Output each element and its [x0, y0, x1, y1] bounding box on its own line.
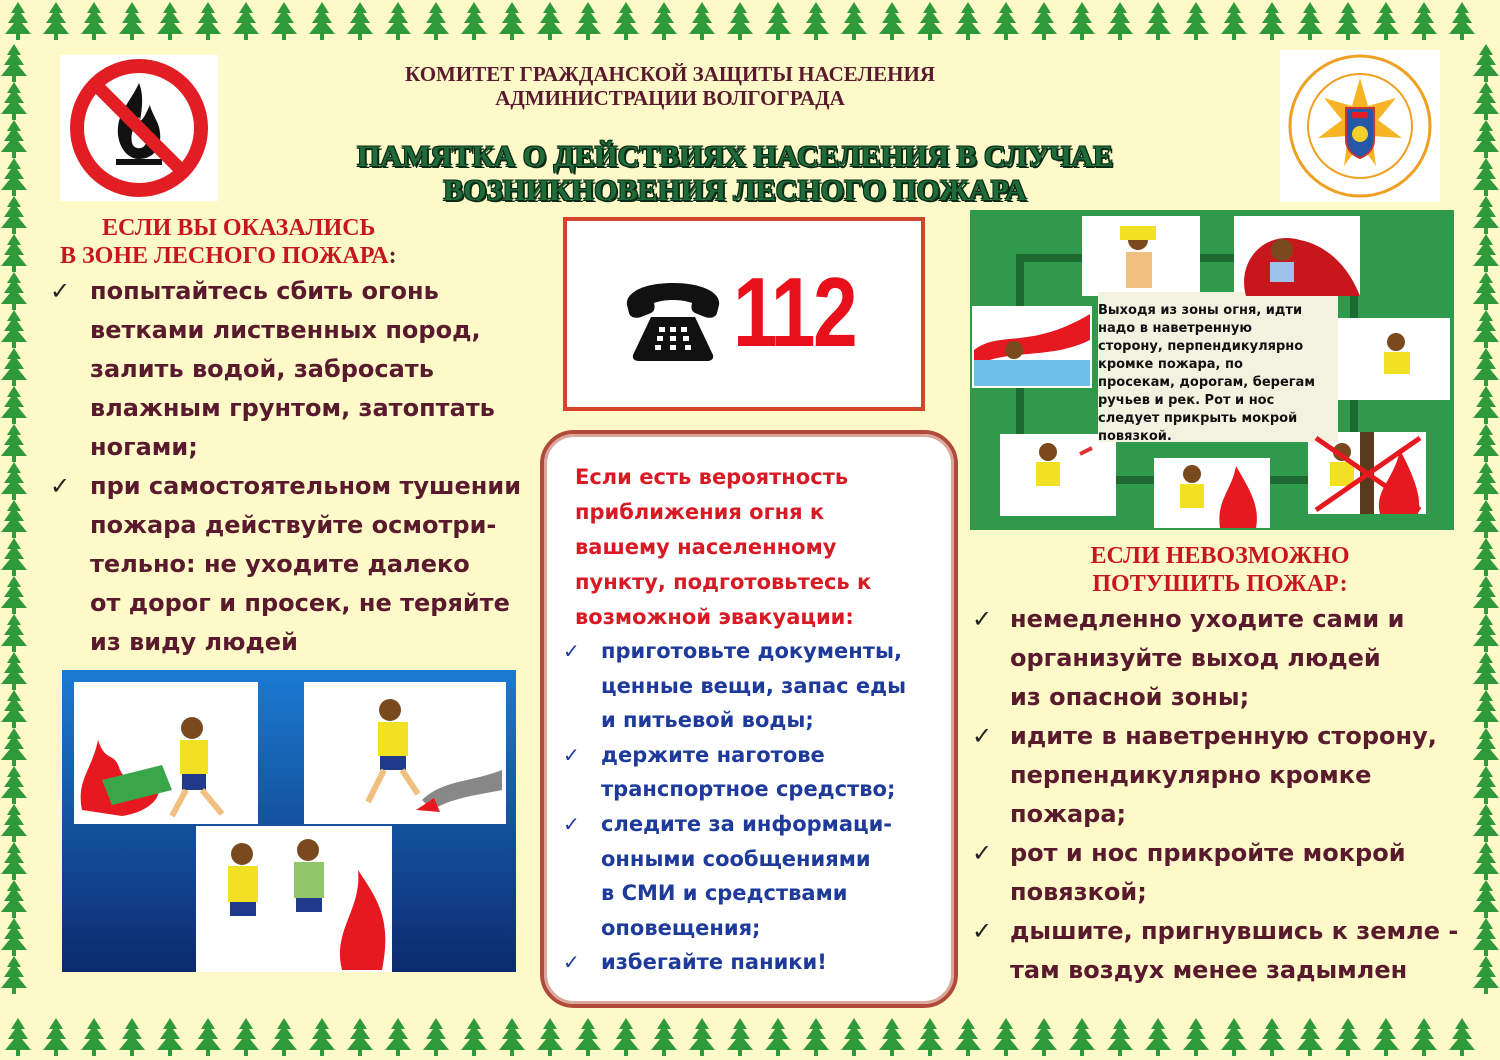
left-title-line-2: В ЗОНЕ ЛЕСНОГО ПОЖАРА [60, 243, 389, 269]
tree-icon [1, 576, 27, 614]
intro-line: возможной эвакуации: [575, 605, 854, 629]
check-icon: ✓ [972, 605, 993, 633]
tree-icon [119, 2, 145, 40]
tree-icon [613, 1018, 639, 1056]
tree-icon [1411, 2, 1437, 40]
tree-icon [803, 1018, 829, 1056]
intro-line: пункту, подготовьтесь к [575, 570, 872, 594]
list-item-line: транспортное средство; [601, 777, 896, 802]
check-icon: ✓ [563, 639, 580, 663]
tree-icon [1473, 424, 1499, 462]
list-item-line: онными сообщениями [601, 846, 871, 871]
list-item-line: залить водой, забросать [90, 355, 434, 383]
tree-icon [1473, 348, 1499, 386]
tree-icon [157, 1018, 183, 1056]
tree-icon [1473, 842, 1499, 880]
tree-icon [1297, 2, 1323, 40]
tree-icon [1, 348, 27, 386]
caption-line: повязкой. [1098, 429, 1172, 444]
list-item-line: влажным грунтом, затоптать [90, 394, 495, 422]
tree-icon [1473, 538, 1499, 576]
tree-icon [1069, 2, 1095, 40]
tree-icon [765, 1018, 791, 1056]
org-line-2: АДМИНИСТРАЦИИ ВОЛГОГРАДА [495, 86, 845, 110]
tree-icon [1373, 1018, 1399, 1056]
tree-icon [1259, 1018, 1285, 1056]
tree-icon [423, 2, 449, 40]
caption-line: следует прикрыть мокрой [1098, 411, 1298, 426]
organization-name [300, 62, 1040, 110]
tree-icon [1221, 1018, 1247, 1056]
list-item-line: рот и нос прикройте мокрой [1010, 839, 1406, 867]
tree-icon [1145, 1018, 1171, 1056]
right-title-line-2: ПОТУШИТЬ ПОЖАР: [1092, 571, 1348, 597]
tree-icon [1473, 918, 1499, 956]
tree-icon [1473, 500, 1499, 538]
tree-icon [1473, 728, 1499, 766]
tree-icon [1, 652, 27, 690]
list-item-line: при самостоятельном тушении [90, 472, 522, 500]
tree-icon [841, 1018, 867, 1056]
list-item [972, 834, 1462, 912]
caption-line: просекам, дорогам, берегам [1098, 375, 1315, 390]
tree-icon [1031, 2, 1057, 40]
tree-icon [1473, 120, 1499, 158]
left-title-line-1: ЕСЛИ ВЫ ОКАЗАЛИСЬ [102, 215, 376, 241]
tree-icon [1473, 234, 1499, 272]
list-item-line: ветками лиственных пород, [90, 316, 481, 344]
list-item-line: из виду людей [90, 628, 298, 656]
tree-icon [309, 2, 335, 40]
tree-icon [1, 538, 27, 576]
right-section-title [1000, 542, 1440, 598]
tree-icon [1, 614, 27, 652]
tree-icon [1473, 196, 1499, 234]
tree-icon [1473, 880, 1499, 918]
list-item [563, 738, 948, 807]
right-action-list [972, 600, 1462, 990]
tree-icon [233, 2, 259, 40]
intro-line: вашему населенному [575, 535, 837, 559]
tree-icon [1411, 1018, 1437, 1056]
tree-icon [575, 2, 601, 40]
tree-icon [461, 1018, 487, 1056]
tree-icon [537, 1018, 563, 1056]
tree-icon [1473, 766, 1499, 804]
tree-icon [841, 2, 867, 40]
list-item-line: ценные вещи, запас еды [601, 673, 907, 698]
list-item-line: повязкой; [1010, 878, 1147, 906]
list-item [50, 467, 540, 662]
tree-icon [1473, 82, 1499, 120]
tree-icon [1, 196, 27, 234]
list-item-line: приготовьте документы, [601, 639, 902, 663]
tree-icon [1335, 1018, 1361, 1056]
tree-icon [1259, 2, 1285, 40]
tree-icon [993, 1018, 1019, 1056]
tree-icon [1107, 1018, 1133, 1056]
tree-icon [1473, 386, 1499, 424]
tree-icon [879, 1018, 905, 1056]
list-item-line: держите наготове [601, 742, 825, 767]
exit-instructions-caption [1098, 302, 1328, 446]
list-item-line: в СМИ и средствами [601, 881, 848, 906]
emergency-number: 112 [733, 257, 856, 367]
tree-icon [727, 2, 753, 40]
tree-icon [499, 2, 525, 40]
tree-icon [955, 1018, 981, 1056]
list-item [563, 634, 948, 738]
tree-icon [1, 82, 27, 120]
list-item-line: из опасной зоны; [1010, 683, 1250, 711]
list-item-line: ногами; [90, 433, 198, 461]
tree-icon [993, 2, 1019, 40]
tree-icon [1, 462, 27, 500]
tree-icon [727, 1018, 753, 1056]
tree-icon [499, 1018, 525, 1056]
tree-icon [1, 234, 27, 272]
list-item-line: идите в наветренную сторону, [1010, 722, 1437, 750]
list-item [563, 807, 948, 945]
tree-icon [537, 2, 563, 40]
tree-icon [575, 1018, 601, 1056]
tree-icon [385, 1018, 411, 1056]
check-icon: ✓ [563, 742, 580, 767]
list-item-line: организуйте выход людей [1010, 644, 1381, 672]
tree-icon [1, 842, 27, 880]
tree-icon [917, 2, 943, 40]
tree-icon [1473, 652, 1499, 690]
right-title-line-1: ЕСЛИ НЕВОЗМОЖНО [1090, 543, 1350, 569]
exit-fire-zone-illustration [970, 210, 1454, 530]
tree-icon [1473, 956, 1499, 994]
tree-icon [689, 2, 715, 40]
check-icon: ✓ [50, 472, 71, 500]
list-item [972, 717, 1462, 834]
tree-icon [43, 2, 69, 40]
evacuation-list [563, 634, 948, 980]
tree-icon [195, 2, 221, 40]
title-line-2: ВОЗНИКНОВЕНИЯ ЛЕСНОГО ПОЖАРА [443, 174, 1027, 207]
tree-icon [1, 956, 27, 994]
tree-icon [1183, 2, 1209, 40]
intro-line: приближения огня к [575, 500, 825, 524]
left-section-title [60, 214, 520, 270]
telephone-icon [621, 279, 725, 363]
tree-icon [879, 2, 905, 40]
tree-icon [1, 690, 27, 728]
list-item-line: избегайте паники! [601, 950, 827, 975]
check-icon: ✓ [563, 811, 580, 836]
list-item-line: там воздух менее задымлен [1010, 956, 1408, 984]
intro-line: Если есть вероятность [575, 465, 849, 489]
caption-line: ручьев и рек. Рот и нос [1098, 393, 1275, 408]
tree-icon [309, 1018, 335, 1056]
tree-icon [1473, 690, 1499, 728]
list-item-line: немедленно уходите сами и [1010, 605, 1405, 633]
tree-icon [1473, 462, 1499, 500]
tree-icon [1449, 1018, 1475, 1056]
list-item-line: пожара; [1010, 800, 1127, 828]
tree-icon [917, 1018, 943, 1056]
caption-line: надо в наветренную [1098, 321, 1252, 336]
tree-icon [385, 2, 411, 40]
tree-icon [1473, 576, 1499, 614]
tree-icon [43, 1018, 69, 1056]
left-title-colon: : [388, 243, 397, 269]
list-item-line: дышите, пригнувшись к земле - [1010, 917, 1459, 945]
tree-icon [1297, 1018, 1323, 1056]
tree-icon [1335, 2, 1361, 40]
tree-icon [1, 728, 27, 766]
tree-icon [1, 120, 27, 158]
tree-icon [1221, 2, 1247, 40]
tree-icon [1473, 44, 1499, 82]
tree-icon [1, 424, 27, 462]
tree-icon [1, 766, 27, 804]
emergency-phone-box [563, 217, 925, 411]
list-item-line: оповещения; [601, 915, 761, 940]
list-item-line: перпендикулярно кромке [1010, 761, 1372, 789]
tree-icon [1145, 2, 1171, 40]
tree-icon [1473, 272, 1499, 310]
tree-icon [689, 1018, 715, 1056]
page-title [230, 140, 1240, 208]
check-icon: ✓ [563, 950, 580, 975]
tree-icon [195, 1018, 221, 1056]
tree-icon [765, 2, 791, 40]
tree-icon [1449, 2, 1475, 40]
list-item-line: следите за информаци- [601, 811, 893, 836]
tree-icon [1031, 1018, 1057, 1056]
tree-icon [1, 500, 27, 538]
list-item-line: от дорог и просек, не теряйте [90, 589, 510, 617]
tree-icon [1, 918, 27, 956]
tree-icon [157, 2, 183, 40]
tree-icon [347, 1018, 373, 1056]
tree-icon [271, 1018, 297, 1056]
firefighting-illustration [62, 670, 516, 972]
tree-icon [1, 310, 27, 348]
check-icon: ✓ [972, 839, 993, 867]
list-item [563, 945, 948, 980]
tree-icon [1107, 2, 1133, 40]
list-item [972, 600, 1462, 717]
caption-line: Выходя из зоны огня, идти [1098, 303, 1303, 318]
tree-icon [271, 2, 297, 40]
tree-icon [1473, 804, 1499, 842]
list-item-line: и питьевой воды; [601, 708, 814, 733]
tree-icon [955, 2, 981, 40]
tree-icon [347, 2, 373, 40]
tree-icon [1069, 1018, 1095, 1056]
list-item-line: тельно: не уходите далеко [90, 550, 470, 578]
caption-line: кромке пожара, по [1098, 357, 1243, 372]
tree-icon [1183, 1018, 1209, 1056]
list-item-line: попытайтесь сбить огонь [90, 277, 439, 305]
tree-icon [1, 880, 27, 918]
tree-icon [651, 1018, 677, 1056]
list-item [972, 912, 1462, 990]
tree-icon [1, 44, 27, 82]
tree-icon [81, 1018, 107, 1056]
tree-icon [1, 272, 27, 310]
caption-line: сторону, перпендикулярно [1098, 339, 1304, 354]
tree-icon [651, 2, 677, 40]
left-action-list [50, 272, 540, 662]
check-icon: ✓ [50, 277, 71, 305]
tree-icon [1, 804, 27, 842]
tree-icon [423, 1018, 449, 1056]
tree-icon [81, 2, 107, 40]
check-icon: ✓ [972, 722, 993, 750]
committee-emblem [1280, 50, 1440, 202]
tree-icon [5, 2, 31, 40]
evacuation-intro [575, 460, 945, 635]
tree-icon [1373, 2, 1399, 40]
org-line-1: КОМИТЕТ ГРАЖДАНСКОЙ ЗАЩИТЫ НАСЕЛЕНИЯ [405, 62, 935, 86]
no-fire-sign-icon [60, 55, 218, 201]
tree-icon [613, 2, 639, 40]
list-item-line: пожара действуйте осмотри- [90, 511, 497, 539]
tree-icon [233, 1018, 259, 1056]
tree-icon [1, 386, 27, 424]
list-item [50, 272, 540, 467]
tree-icon [1, 158, 27, 196]
title-line-1: ПАМЯТКА О ДЕЙСТВИЯХ НАСЕЛЕНИЯ В СЛУЧАЕ [356, 140, 1114, 173]
tree-icon [803, 2, 829, 40]
tree-icon [1473, 614, 1499, 652]
tree-icon [461, 2, 487, 40]
tree-icon [1473, 310, 1499, 348]
check-icon: ✓ [972, 917, 993, 945]
tree-icon [1473, 158, 1499, 196]
tree-icon [5, 1018, 31, 1056]
tree-icon [119, 1018, 145, 1056]
